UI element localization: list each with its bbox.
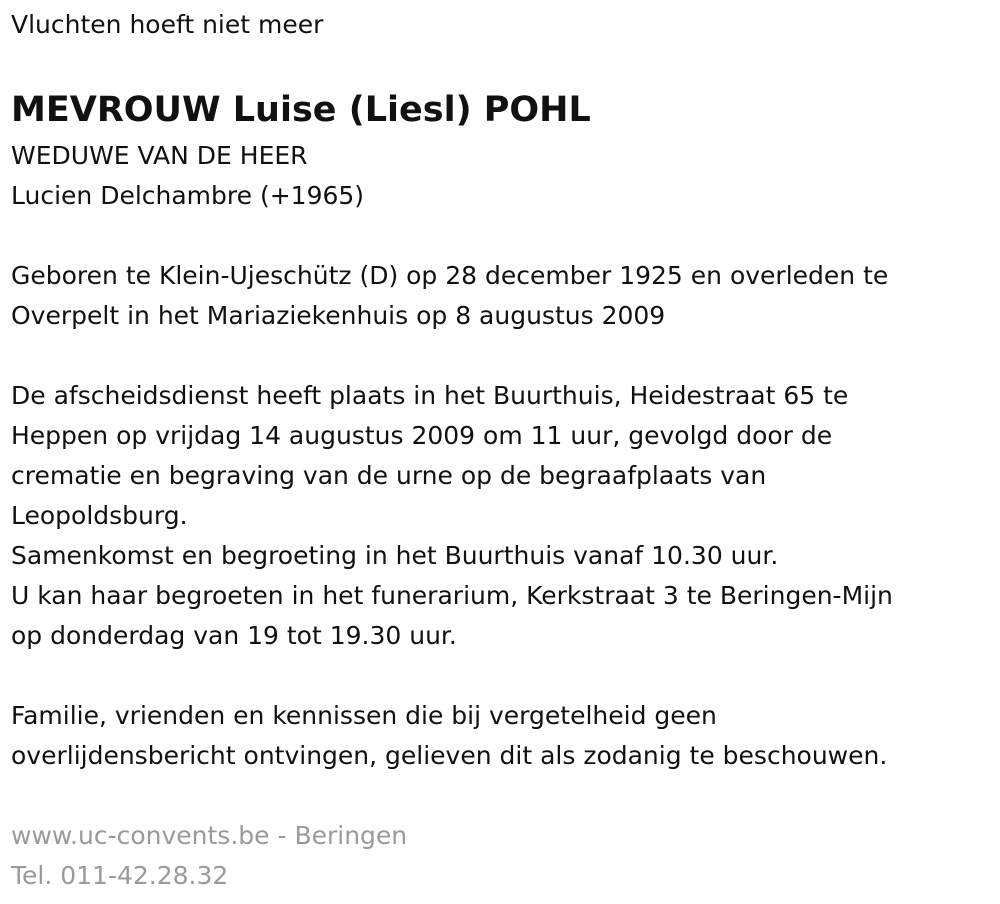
spacer: [11, 776, 986, 816]
notice-line: Familie, vrienden en kennissen die bij vergetelheid geen: [11, 701, 717, 730]
service-line: De afscheidsdienst heeft plaats in het Buurthuis, Heidestraat 65 te: [11, 381, 849, 410]
death-notice: [11, 0, 986, 896]
deceased-name: MEVROUW Luise (Liesl) POHL: [11, 90, 591, 130]
service-line: U kan haar begroeten in het funerarium, Kerkstraat 3 te Beringen-Mijn: [11, 581, 893, 610]
notice-line: overlijdensbericht ontvingen, gelieven dit als zodanig te beschouwen.: [11, 741, 888, 770]
spouse-name: Lucien Delchambre (+1965): [11, 181, 365, 210]
service-line: Leopoldsburg.: [11, 501, 188, 530]
service-line: Samenkomst en begroeting in het Buurthuis vanaf 10.30 uur.: [11, 541, 779, 570]
footer-phone: Tel. 011-42.28.32: [11, 861, 229, 890]
birth-death-line: Geboren te Klein-Ujeschütz (D) op 28 december 1925 en overleden te: [11, 261, 889, 290]
motto: Vluchten hoeft niet meer: [11, 10, 324, 39]
service-line: op donderdag van 19 tot 19.30 uur.: [11, 621, 457, 650]
birth-death-line: Overpelt in het Mariaziekenhuis op 8 augustus 2009: [11, 301, 666, 330]
deceased-title: WEDUWE VAN DE HEER: [11, 141, 308, 170]
footer-website: www.uc-convents.be - Beringen: [11, 821, 408, 850]
service-line: Heppen op vrijdag 14 augustus 2009 om 11 uur, gevolgd door de: [11, 421, 833, 450]
service-line: crematie en begraving van de urne op de begraafplaats van: [11, 461, 767, 490]
spacer: [11, 336, 986, 376]
spacer: [11, 656, 986, 696]
spacer: [11, 216, 986, 256]
